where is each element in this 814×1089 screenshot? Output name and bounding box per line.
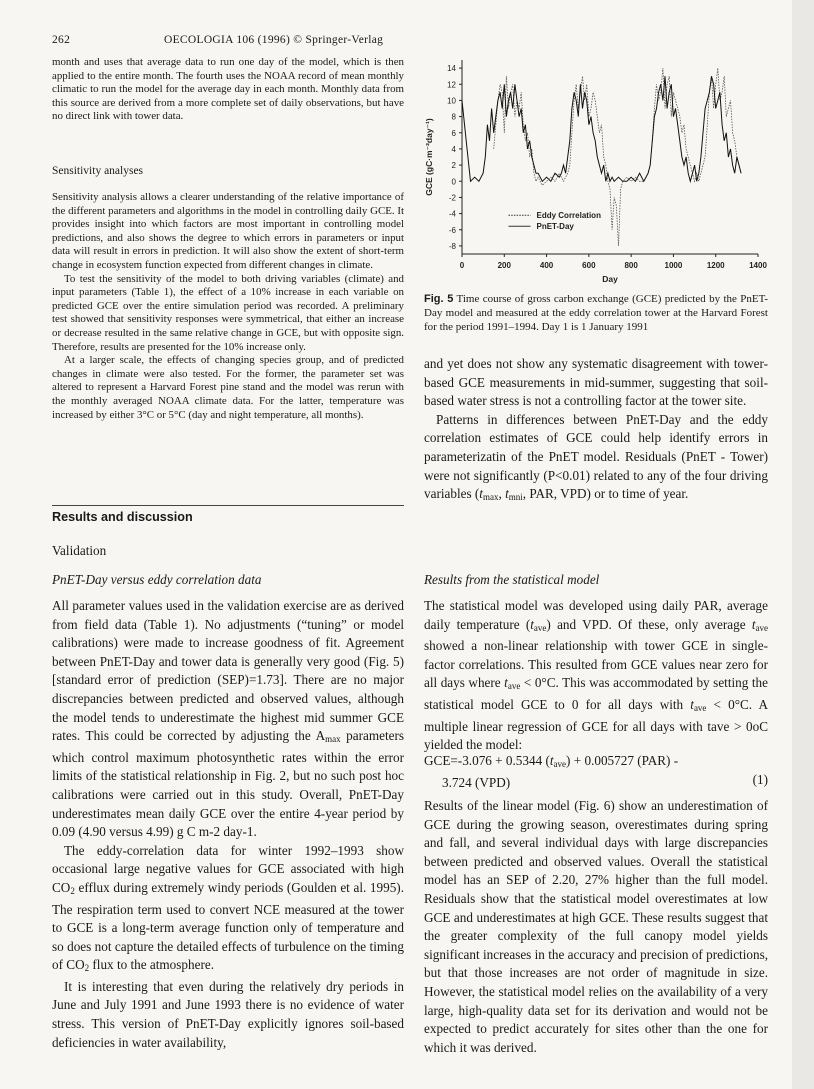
sensitivity-heading: Sensitivity analyses xyxy=(52,165,144,177)
equation-line-2: 3.724 (VPD) xyxy=(442,774,511,790)
statistical-section xyxy=(424,597,768,755)
statistical-paragraph: The statistical model was developed using daily PAR, average daily temperature $(t_{ave})$ and VPD. Of these, only average $t_{ave}$ showed a non-linear relationship with tower GCE in single-factor correlations. This resulted from GCE values near zero for all days where $t_{ave} < 0^\circ C$. This was accommodated by setting the statistical model GCE to 0 for all days with $t_{ave} < 0^\circ C$. A multiple linear regression of GCE for all days with tave > 0oC yielded the model: xyxy=(424,598,768,753)
y-tick-label: 12 xyxy=(447,80,456,90)
x-tick-label: 1400 xyxy=(749,261,767,270)
x-tick-label: 0 xyxy=(459,261,465,270)
x-axis-label: Day xyxy=(602,274,618,284)
series-line-eddy-correlation xyxy=(494,68,741,246)
left-column-top xyxy=(52,56,404,124)
y-tick-label: 8 xyxy=(451,112,456,122)
y-tick-label: 4 xyxy=(451,144,456,154)
sensitivity-paragraph-3: At a larger scale, the effects of changing species group, and of predicted changes in climate were also tested. For the former, the parameter set was altered to represent a Harvard Forest pine stand and the model was rerun with the monthly averaged NOAA climate data. For the latter, temperature was increased by either 3°C or 5°C (day and night temperature, all months). xyxy=(52,354,404,421)
y-tick-label: -2 xyxy=(448,193,456,203)
gce-time-course-chart xyxy=(418,48,768,288)
x-tick-label: 1000 xyxy=(664,261,683,270)
x-tick-label: 600 xyxy=(582,261,596,270)
sensitivity-section xyxy=(52,191,404,422)
y-axis-label: GCE (gC·m⁻²day⁻¹) xyxy=(424,118,434,196)
linear-model-section xyxy=(424,797,768,1057)
pnet-subheading: PnET-Day versus eddy correlation data xyxy=(52,572,262,587)
results-heading: Results and discussion xyxy=(52,510,193,524)
y-tick-label: 0 xyxy=(451,177,456,187)
series-line-pnet-day xyxy=(462,76,741,181)
sensitivity-paragraph-1: Sensitivity analysis allows a clearer understanding of the relative importance of the different parameters and algorithms in the model in controlling daily GCE. It provides insight into which factors are most important in controlling model predictions, and also shows the degree to which errors in parameters or input data will result in errors in prediction. It will also show the extent of short-term change in ecosystem function expected from different changes in climate. xyxy=(52,191,404,271)
legend-label: PnET-Day xyxy=(536,222,574,232)
section-rule xyxy=(52,505,404,506)
validation-heading: Validation xyxy=(52,543,107,558)
validation-paragraph-3: It is interesting that even during the relatively dry periods in June and July 1991 and June 1993 there is no evidence of water stress. This version of PnET-Day explicitly ignores soil-based deficiencies in water availability, xyxy=(52,978,404,1050)
validation-paragraph-2: The eddy-correlation data for winter 1992–1993 show occasional large negative values for GCE associated with high $CO_2$ efflux during extremely windy periods (Goulden et al. 1995). The respiration term used to convert NCE measured at the tower to GCE is a long-term average function only of temperature and so does not capture the detailed effects of turbulence on the timing of $CO_2$ flux to the atmosphere. xyxy=(52,842,404,974)
validation-paragraph-1: All parameter values used in the validation exercise are as derived from field data (Table 1). No adjustments (“tuning” or model calibrations) were made to increase goodness of fit. Agreement between PnET-Day and tower data is generally very good (Fig. 5) [standard error of prediction (SEP)=1.73]. There are no major discrepancies between predicted and observed values, although the model tends to underestimate the highest mid summer GCE rates. This could be corrected by adjusting the $A_{max}$ parameters which control maximum photosynthetic rates within the error limits of the statistical relationship in Fig. 2, but no such post hoc calibrations were carried out in this study. Overall, PnET-Day underestimates mean daily GCE over the entire 4-year period by 0.09 (4.90 versus 4.99) g C m-2 day-1. xyxy=(52,598,405,840)
y-tick-label: 14 xyxy=(447,64,456,74)
linear-model-paragraph: Results of the linear model (Fig. 6) show an underestimation of GCE during the growing season, overestimates during spring and fall, and several individual days with large discrepancies between predicted and observed values. Overall the statistical model has an SEP of 2.20, 27% higher than the full model. Residuals show that the statistical model overestimates at low GCE and underestimates at high GCE. These results suggest that the greater complexity of the full canopy model yields significant increases in the accuracy and precision of predictions, but that those increases are not order of magnitude in size. However, the statistical model relies on the availability of a very large, high-quality data set for its derivation and would not be expected to predict accurately for sites other than the one for which it was derived. xyxy=(424,798,768,1055)
x-tick-label: 1200 xyxy=(706,261,725,270)
x-tick-label: 400 xyxy=(539,261,554,270)
equation-number: (1) xyxy=(752,771,768,787)
x-tick-label: 200 xyxy=(497,261,511,270)
journal-citation: OECOLOGIA 106 (1996) © Springer-Verlag xyxy=(164,34,384,46)
patterns-paragraph: Patterns in differences between PnET-Day and the eddy correlation estimates of GCE could help identify errors in parameterizatin of the PnET model. Residuals (PnET - Tower) were not significantly (P<0.01) related to any of the four driving variables ($t_{max}$, $t_{mni}$, PAR, VPD) or to time of year. xyxy=(424,411,768,503)
x-tick-label: 800 xyxy=(624,261,638,270)
y-tick-label: 2 xyxy=(451,161,456,171)
intro-paragraph: month and uses that average data to run one day of the model, which is then applied to the entire month. The fourth uses the NOAA record of mean monthly climatic to run the model for the average day in each month. Monthly data from this source are derived from a more complete set of daily observations, but have no direct link with tower data. xyxy=(52,56,404,123)
y-tick-label: -4 xyxy=(448,209,456,219)
y-tick-label: -6 xyxy=(448,225,456,235)
continuation-paragraph: and yet does not show any systematic disagreement with tower-based GCE measurements in mid-summer, suggesting that soil-based water stress is not a controlling factor at the tower site. xyxy=(424,356,768,409)
figure-label: Fig. 5 xyxy=(424,293,454,305)
figure-caption-text: Time course of gross carbon exchange (GCE) predicted by the PnET-Day model and measured at the eddy correlation tower at the Harvard Forest for the period 1991–1994. Day 1 is 1 January 1991 xyxy=(424,293,768,333)
y-tick-label: 6 xyxy=(451,128,456,138)
validation-body xyxy=(52,597,404,1052)
page-number: 262 xyxy=(52,34,71,46)
legend-label: Eddy Correlation xyxy=(536,211,601,221)
y-tick-label: 10 xyxy=(447,96,456,106)
sensitivity-paragraph-2: To test the sensitivity of the model to both driving variables (climate) and input parameters (Table 1), the effect of a 10% increase in each variable on predicted GCE over the entire simulation period was recorded. A preliminary test showed that sensitivity responses were symmetrical, that either an increase or decrease resulted in the same relative change in GCE, but with opposite sign. Therefore, results are presented for the 10% increase only. xyxy=(52,272,404,353)
equation-line-1: GCE=-3.076 + 0.5344 $(t_{ave}) + 0.005727$ (PAR) - xyxy=(424,753,679,769)
right-column-top xyxy=(424,355,768,507)
equation-1 xyxy=(424,752,768,792)
y-tick-label: -8 xyxy=(448,241,456,251)
figure-caption xyxy=(424,292,768,334)
figure-5 xyxy=(418,48,768,288)
statistical-model-heading: Results from the statistical model xyxy=(424,572,600,587)
